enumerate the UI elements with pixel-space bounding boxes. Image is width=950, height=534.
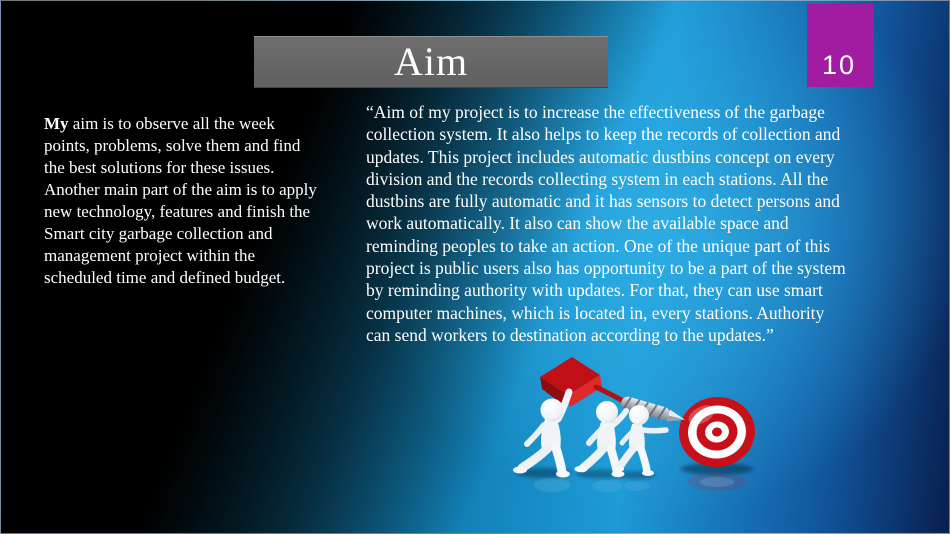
- text-line: work automatically. It also can show the available space and: [366, 213, 789, 234]
- text-line: the best solutions for these issues.: [44, 158, 275, 177]
- text-line: division and the records collecting system in each stations. All the: [366, 168, 829, 189]
- text-line: computer machines, which is located in, every stations. Authority: [366, 302, 825, 323]
- text-line: scheduled time and defined budget.: [44, 268, 286, 287]
- right-paragraph: [366, 101, 871, 346]
- text-line: management project within the: [44, 246, 256, 265]
- slide-title: Aim: [393, 39, 469, 84]
- text-line: dustbins are fully automatic and it has sensors to detect persons and: [366, 191, 840, 212]
- text-line: project is public users also has opportunity to be a part of the system: [366, 258, 846, 279]
- text-line: by reminding authority with updates. For that, they can use smart: [366, 280, 823, 301]
- text-line: [44, 113, 354, 135]
- target-bullseye: [674, 392, 759, 472]
- page-number: 10: [822, 50, 857, 80]
- text-line: Smart city garbage collection and: [44, 224, 273, 243]
- teamwork-dart-target-illustration: [496, 355, 776, 501]
- lead-word: My: [44, 114, 69, 133]
- text-line: collection system. It also helps to keep the records of collection and: [366, 124, 841, 145]
- text-line: reminding peoples to take an action. One of the unique part of this: [366, 235, 831, 256]
- text-line: points, problems, solve them and find: [44, 136, 301, 155]
- figure-carrier-1: [513, 392, 570, 478]
- left-paragraph: [44, 113, 354, 289]
- text-line: updates. This project includes automatic dustbins concept on every: [366, 146, 835, 167]
- text-line: “Aim of my project is to increase the effectiveness of the garbage: [366, 102, 825, 122]
- text-line: new technology, features and finish the: [44, 202, 311, 221]
- text-line: Another main part of the aim is to apply: [44, 180, 317, 199]
- text-line-rest: aim is to observe all the week: [68, 114, 275, 133]
- page-number-badge: [807, 4, 874, 87]
- title-bar: [254, 36, 608, 88]
- text-line: can send workers to destination according to the updates.”: [366, 324, 774, 345]
